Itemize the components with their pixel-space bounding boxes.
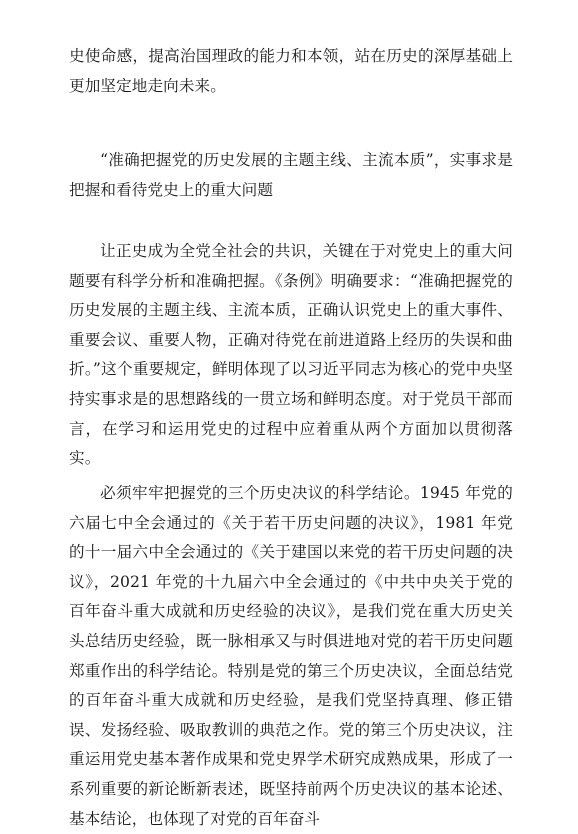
- paragraph-body: 让正史成为全党全社会的共识，关键在于对党史上的重大问题要有科学分析和准确把握。《条例》明确要求：“准确把握党的历史发展的主题主线、主流本质，正确认识党史上的重大事件、重要会议、重要人物，正确对待党在前进道路上经历的失误和曲折。”这个重要规定，鲜明体现了以习近平同志为核心的党中央坚持实事求是的思想路线的一贯立场和鲜明态度。对于党员干部而言，在学习和运用党史的过程中应着重从两个方面加以贯彻落实。: [69, 242, 513, 468]
- section-heading: “准确把握党的历史发展的主题主线、主流本质”，实事求是把握和看待党史上的重大问题: [69, 151, 513, 199]
- paragraph-body: 必须牢牢把握党的三个历史决议的科学结论。1945 年党的六届七中全会通过的《关于若干历史问题的决议》，1981 年党的十一届六中全会通过的《关于建国以来党的若干历史问题的决议》，2021 年党的十九届六中全会通过的《中共中央关于党的百年奋斗重大成就和历史经验的决议》，是我们党在重大历史关头总结历史经验，既一脉相承又与时俱进地对党的若干历史问题郑重作出的科学结论。特别是党的第三个历史决议，全面总结党的百年奋斗重大成就和历史经验，是我们党坚持真理、修正错误、发扬经验、吸取教训的典范之作。党的第三个历史决议，注重运用党史基本著作成果和党史界学术研究成熟成果，形成了一系列重要的新论断新表述，既坚持前两个历史决议的基本论述、基本结论，也体现了对党的百年奋斗: [69, 484, 513, 828]
- paragraph-continuation: 史使命感，提高治国理政的能力和本领，站在历史的深厚基础上更加坚定地走向未来。: [69, 47, 513, 95]
